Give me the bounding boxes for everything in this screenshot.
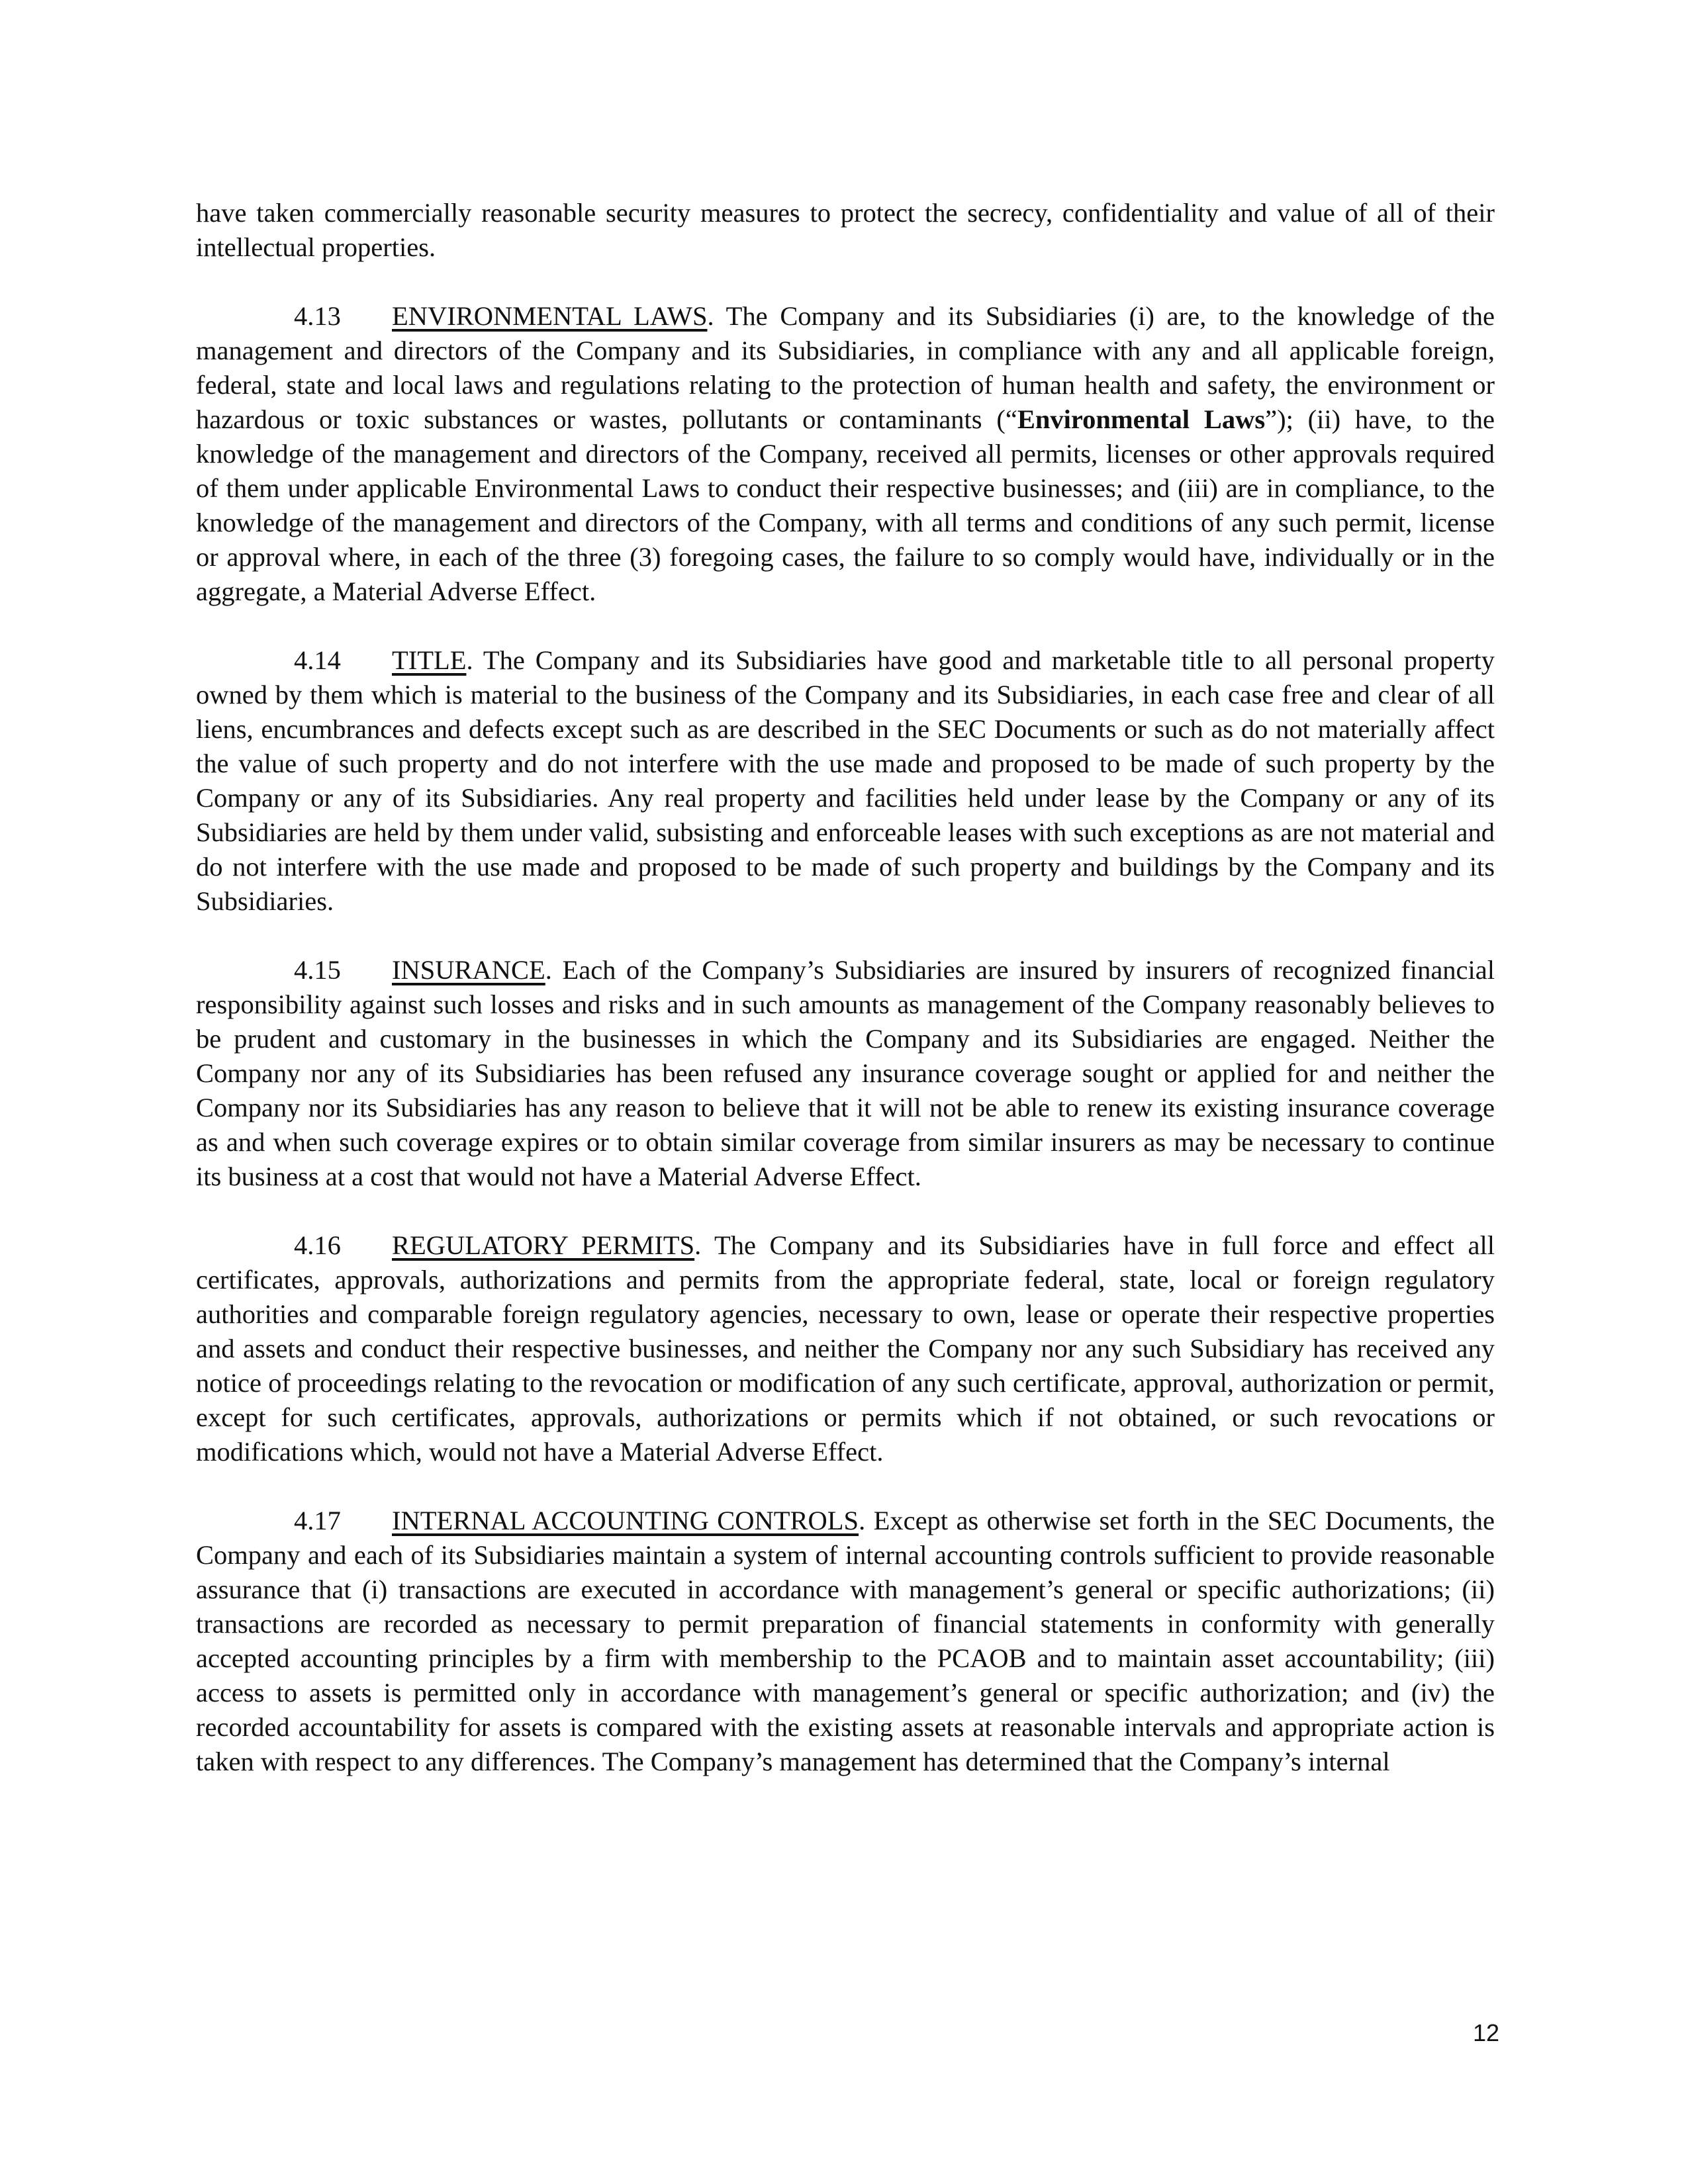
section-heading: INTERNAL ACCOUNTING CONTROLS (392, 1506, 859, 1535)
section-body: . Each of the Company’s Subsidiaries are insured by insurers of recognized financial responsibility against such losses and risks and in such amounts as management of the Company reasonably believes to be prudent and customary in the businesses in which the Company and its Subsidiaries are engaged. Neither the Company nor any of its Subsidiaries has been refused any insurance coverage sought or applied for and neither the Company nor its Subsidiaries has any reason to believe that it will not be able to renew its existing insurance coverage as and when such coverage expires or to obtain similar coverage from similar insurers as may be necessary to continue its business at a cost that would not have a Material Adverse Effect. (196, 955, 1495, 1191)
section-number: 4.17 (294, 1506, 341, 1535)
section-number: 4.14 (294, 645, 341, 675)
section-4-14 (196, 643, 1495, 919)
document-body (196, 196, 1495, 1813)
section-heading: TITLE (392, 645, 467, 675)
section-heading: ENVIRONMENTAL LAWS (392, 301, 708, 331)
section-number: 4.15 (294, 955, 341, 985)
intro-paragraph (196, 196, 1495, 265)
section-body-continued: ”); (ii) have, to the knowledge of the management and directors of the Company, received all permits, licenses or other approvals required of them under applicable Environmental Laws to conduct their respective businesses; and (iii) are in compliance, to the knowledge of the management and directors of the Company, with all terms and conditions of any such permit, license or approval where, in each of the three (3) foregoing cases, the failure to so comply would have, individually or in the aggregate, a Material Adverse Effect. (196, 404, 1495, 606)
section-4-17 (196, 1504, 1495, 1779)
section-body: . Except as otherwise set forth in the SEC Documents, the Company and each of its Subsidiaries maintain a system of internal accounting controls sufficient to provide reasonable assurance that (i) transactions are executed in accordance with management’s general or specific authorizations; (ii) transactions are recorded as necessary to permit preparation of financial statements in conformity with generally accepted accounting principles by a firm with membership to the PCAOB and to maintain asset accountability; (iii) access to assets is permitted only in accordance with management’s general or specific authorization; and (iv) the recorded accountability for assets is compared with the existing assets at reasonable intervals and appropriate action is taken with respect to any differences. The Company’s management has determined that the Company’s internal (196, 1506, 1495, 1776)
section-number: 4.13 (294, 301, 341, 331)
section-4-13 (196, 299, 1495, 609)
intro-text: have taken commercially reasonable security measures to protect the secrecy, confidentiality and value of all of their intellectual properties. (196, 198, 1495, 262)
section-body: . The Company and its Subsidiaries have good and marketable title to all personal property owned by them which is material to the business of the Company and its Subsidiaries, in each case free and clear of all liens, encumbrances and defects except such as are described in the SEC Documents or such as do not materially affect the value of such property and do not interfere with the use made and proposed to be made of such property by the Company or any of its Subsidiaries. Any real property and facilities held under lease by the Company or any of its Subsidiaries are held by them under valid, subsisting and enforceable leases with such exceptions as are not material and do not interfere with the use made and proposed to be made of such property and buildings by the Company and its Subsidiaries. (196, 645, 1495, 916)
section-heading: INSURANCE (392, 955, 545, 985)
section-body: . The Company and its Subsidiaries have in full force and effect all certificates, approvals, authorizations and permits from the appropriate federal, state, local or foreign regulatory authorities and comparable foreign regulatory agencies, necessary to own, lease or operate their respective properties and assets and conduct their respective businesses, and neither the Company nor any such Subsidiary has received any notice of proceedings relating to the revocation or modification of any such certificate, approval, authorization or permit, except for such certificates, approvals, authorizations or permits which if not obtained, or such revocations or modifications which, would not have a Material Adverse Effect. (196, 1230, 1495, 1467)
section-4-15 (196, 953, 1495, 1194)
page-number: 12 (1472, 2019, 1499, 2046)
section-4-16 (196, 1228, 1495, 1469)
section-body: . The Company and its Subsidiaries (i) are, to the knowledge of the management and directors of the Company and its Subsidiaries, in compliance with any and all applicable foreign, federal, state and local laws and regulations relating to the protection of human health and safety, the environment or hazardous or toxic substances or wastes, pollutants or contaminants (“ (196, 301, 1495, 434)
section-heading: REGULATORY PERMITS (392, 1230, 695, 1260)
section-number: 4.16 (294, 1230, 341, 1260)
defined-term: Environmental Laws (1017, 404, 1266, 434)
